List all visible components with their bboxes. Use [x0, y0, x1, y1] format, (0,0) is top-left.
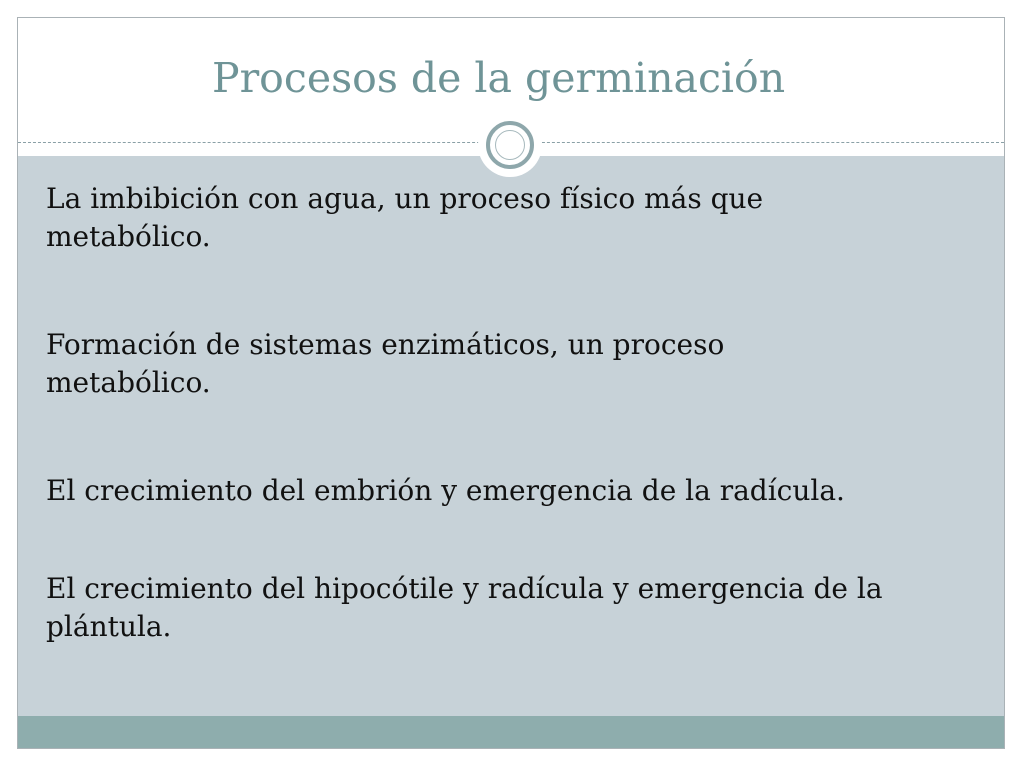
bullet-seedling-emergence: El crecimiento del hipocótile y radícula y emergencia de la plántula. [46, 572, 883, 643]
ring-ornament-inner [495, 130, 525, 160]
ring-ornament-outer [486, 121, 534, 169]
bullet-embryo-growth: El crecimiento del embrión y emergencia de la radícula. [46, 474, 845, 507]
ring-ornament-icon [478, 113, 542, 177]
slide-title: Procesos de la germinación [212, 54, 786, 102]
bullet-imbibition: La imbibición con agua, un proceso físico más que metabólico. [46, 182, 764, 253]
footer-bar [18, 716, 1004, 748]
bullet-enzyme-systems: Formación de sistemas enzimáticos, un proceso metabólico. [46, 328, 725, 399]
